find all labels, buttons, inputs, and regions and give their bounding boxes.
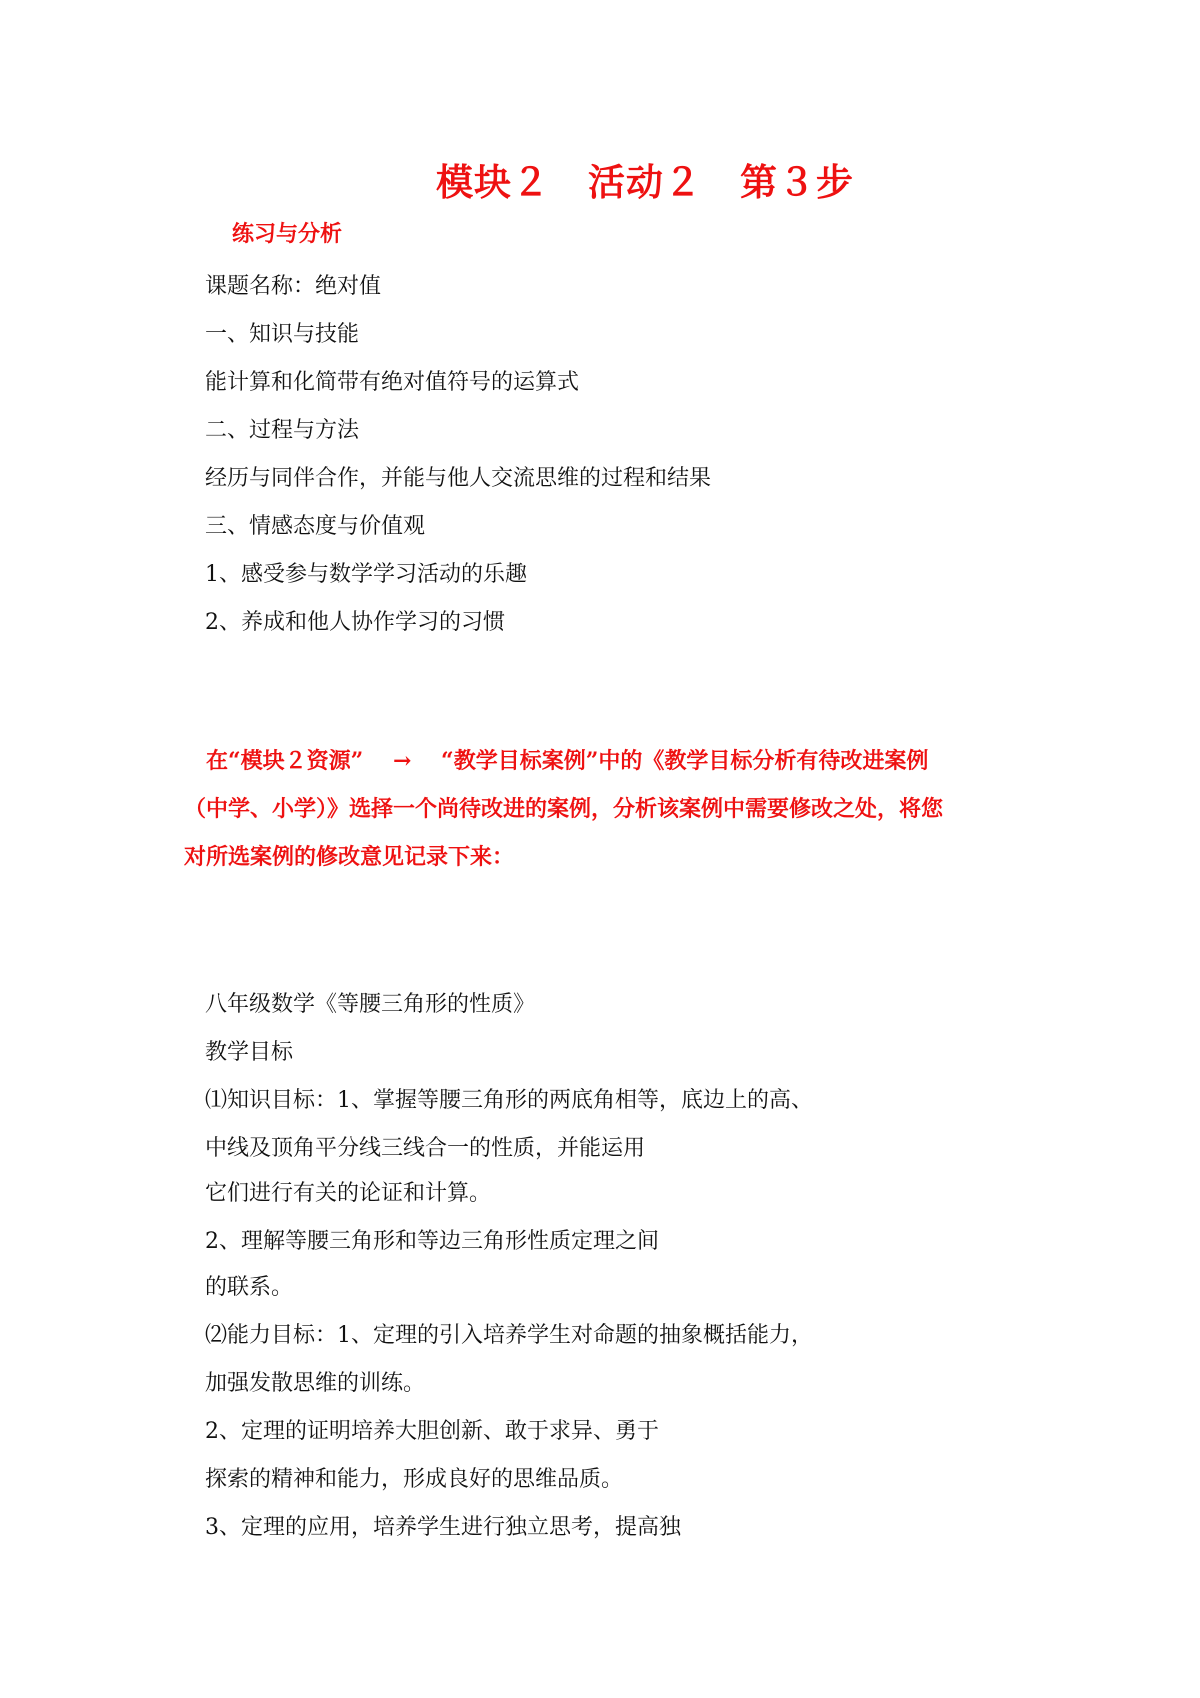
text-line: 八年级数学《等腰三角形的性质》	[205, 992, 536, 1017]
text-line: 2、理解等腰三角形和等边三角形性质定理之间	[205, 1229, 659, 1254]
text-line: 三、情感态度与价值观	[205, 514, 426, 539]
instruction-paragraph	[184, 737, 1024, 881]
text-line: 中线及顶角平分线三线合一的性质，并能运用	[205, 1136, 646, 1161]
instruction-line: 对所选案例的修改意见记录下来：	[184, 844, 515, 870]
text-line: 探索的精神和能力，形成良好的思维品质。	[205, 1467, 624, 1492]
text-line: ⑴知识目标：1、掌握等腰三角形的两底角相等，底边上的高、	[205, 1088, 813, 1113]
section-subtitle: 练习与分析	[232, 221, 343, 247]
text-line: 的联系。	[205, 1275, 294, 1300]
text-line: 2、定理的证明培养大胆创新、敢于求异、勇于	[205, 1419, 659, 1444]
instruction-line: 在“模块２资源” → “教学目标案例”中的《教学目标分析有待改进案例	[206, 748, 929, 774]
text-line: 经历与同伴合作，并能与他人交流思维的过程和结果	[205, 466, 712, 491]
text-line: 它们进行有关的论证和计算。	[205, 1181, 492, 1206]
text-line: 一、知识与技能	[205, 322, 360, 347]
text-line: 教学目标	[205, 1040, 294, 1065]
text-line: 3、定理的应用，培养学生进行独立思考，提高独	[205, 1515, 681, 1540]
text-line: 课题名称：绝对值	[205, 274, 382, 299]
text-line: 1、感受参与数学学习活动的乐趣	[205, 562, 527, 587]
instruction-line: （中学、小学）》选择一个尚待改进的案例，分析该案例中需要修改之处，将您	[184, 796, 944, 822]
text-line: 2、养成和他人协作学习的习惯	[205, 610, 505, 635]
text-line: 能计算和化简带有绝对值符号的运算式	[205, 370, 580, 395]
text-line: 加强发散思维的训练。	[205, 1371, 426, 1396]
text-line: ⑵能力目标：1、定理的引入培养学生对命题的抽象概括能力，	[205, 1323, 813, 1348]
text-line: 二、过程与方法	[205, 418, 360, 443]
page-title: 模块２ 活动２ 第３步	[436, 160, 854, 204]
